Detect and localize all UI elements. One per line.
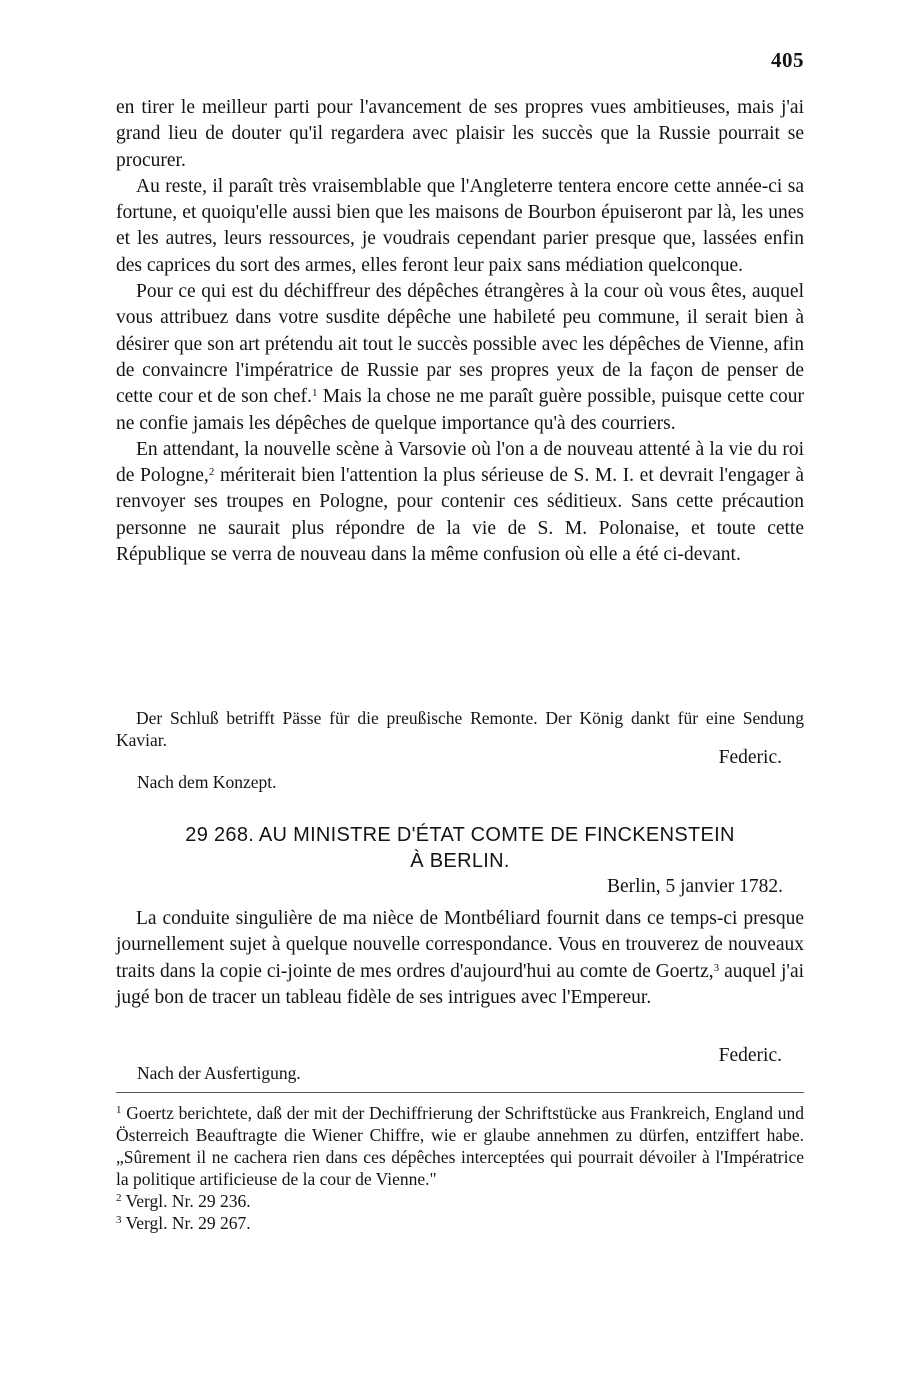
paragraph-3-text: Pour ce qui est du déchiffreur des dépêches étrangères à la cour où vous êtes, auquel vous attribuez dans votre susdite dépêche une habileté peu commune, il serait bien à désirer que son art prétendu ait tout le succès possible avec les dépêches de Vienne, afin de convaincre l'impératrice de Russie par ses propres yeux de la façon de penser de cette cour et de son chef. (116, 281, 804, 408)
footnote-mark-1: 1 (116, 1104, 122, 1116)
dateline: Berlin, 5 janvier 1782. (606, 876, 783, 897)
letter-text-part-b: auquel j'ai jugé bon de tracer un tableau fidèle de ses intrigues avec l'Empereur. (116, 960, 805, 1008)
footnote-mark-3: 3 (116, 1214, 122, 1226)
letter-paragraph (116, 906, 804, 1011)
paragraph-3 (116, 279, 804, 437)
paragraph-4 (116, 437, 804, 568)
source-note-1: Nach dem Konzept. (137, 772, 277, 792)
summary-note (116, 707, 804, 751)
signature-1: Federic. (718, 747, 782, 768)
paragraph-4-continuation: mériterait bien l'attention la plus sérieuse de S. M. I. et devrait l'engager à renvoyer ses troupes en Pologne, pour contenir ces séditieux. Sans cette précaution personne ne saurait plus répondre de la vie de S. M. Polonaise, et toute cette République se verra de nouveau dans la même confusion où elle a été ci-devant. (116, 465, 805, 566)
footnote-ref-1: 1 (311, 387, 318, 400)
paragraph-3-continuation: Mais la chose ne me paraît guère possible, puisque cette cour ne confie jamais les dépêches de quelque importance qu'à des courriers. (116, 386, 804, 434)
footnote-ref-3: 3 (713, 961, 720, 974)
letter-text (116, 906, 804, 1011)
footnote-mark-2: 2 (116, 1192, 122, 1204)
paragraph-2: Au reste, il paraît très vraisemblable que l'Angleterre tentera encore cette année-ci sa fortune, et quoiqu'elle aussi bien que les maisons de Bourbon épuiseront par là, les unes et les autres, leurs ressources, je voudrais cependant parier presque que, lassées enfin des caprices du sort des armes, elles feront leur paix sans médiation quelconque. (116, 175, 804, 276)
main-text (116, 95, 804, 568)
footnote-divider (116, 1092, 804, 1093)
footnote-2 (116, 1190, 804, 1212)
footnote-1-text: Goertz berichtete, daß der mit der Dechiffrierung der Schriftstücke aus Frankreich, England und Österreich Beauftragte die Wiener Chiffre, wie er glaube annehmen zu dürfen, entziffert habe. „Sûrement il ne cachera rien dans ces dépêches interceptées qui pourrait dévoiler à l'Impératrice la politique artificieuse de la cour de Vienne." (116, 1103, 805, 1189)
summary-text: Der Schluß betrifft Pässe für die preußische Remonte. Der König dankt für eine Sendung Kaviar. (116, 708, 804, 750)
letter-heading-line-1: 29 268. AU MINISTRE D'ÉTAT COMTE DE FINCKENSTEIN (185, 824, 735, 846)
footnote-1 (116, 1102, 804, 1190)
letter-heading (116, 822, 804, 874)
paragraph-4-text: En attendant, la nouvelle scène à Varsovie où l'on a de nouveau attenté à la vie du roi de Pologne, (116, 438, 804, 487)
footnote-ref-2: 2 (208, 466, 215, 479)
footnote-3 (116, 1212, 804, 1234)
footnote-2-text: Vergl. Nr. 29 236. (125, 1191, 251, 1211)
footnote-3-text: Vergl. Nr. 29 267. (125, 1213, 251, 1233)
page-number: 405 (771, 48, 804, 72)
source-note-2: Nach der Ausfertigung. (137, 1063, 301, 1083)
paragraph-1: en tirer le meilleur parti pour l'avancement de ses propres vues ambitieuses, mais j'ai grand lieu de douter qu'il regardera avec plaisir les succès que la Russie pourrait se procurer. (116, 97, 804, 171)
letter-heading-line-2: À BERLIN. (410, 850, 510, 872)
signature-2: Federic. (718, 1045, 782, 1066)
footnotes (116, 1102, 804, 1234)
letter-text-part-a: La conduite singulière de ma nièce de Montbéliard fournit dans ce temps-ci presque journellement sujet à quelque nouvelle correspondance. Vous en trouverez de nouveaux traits dans la copie ci-jointe de mes ordres d'aujourd'hui au comte de Goertz, (116, 908, 804, 982)
